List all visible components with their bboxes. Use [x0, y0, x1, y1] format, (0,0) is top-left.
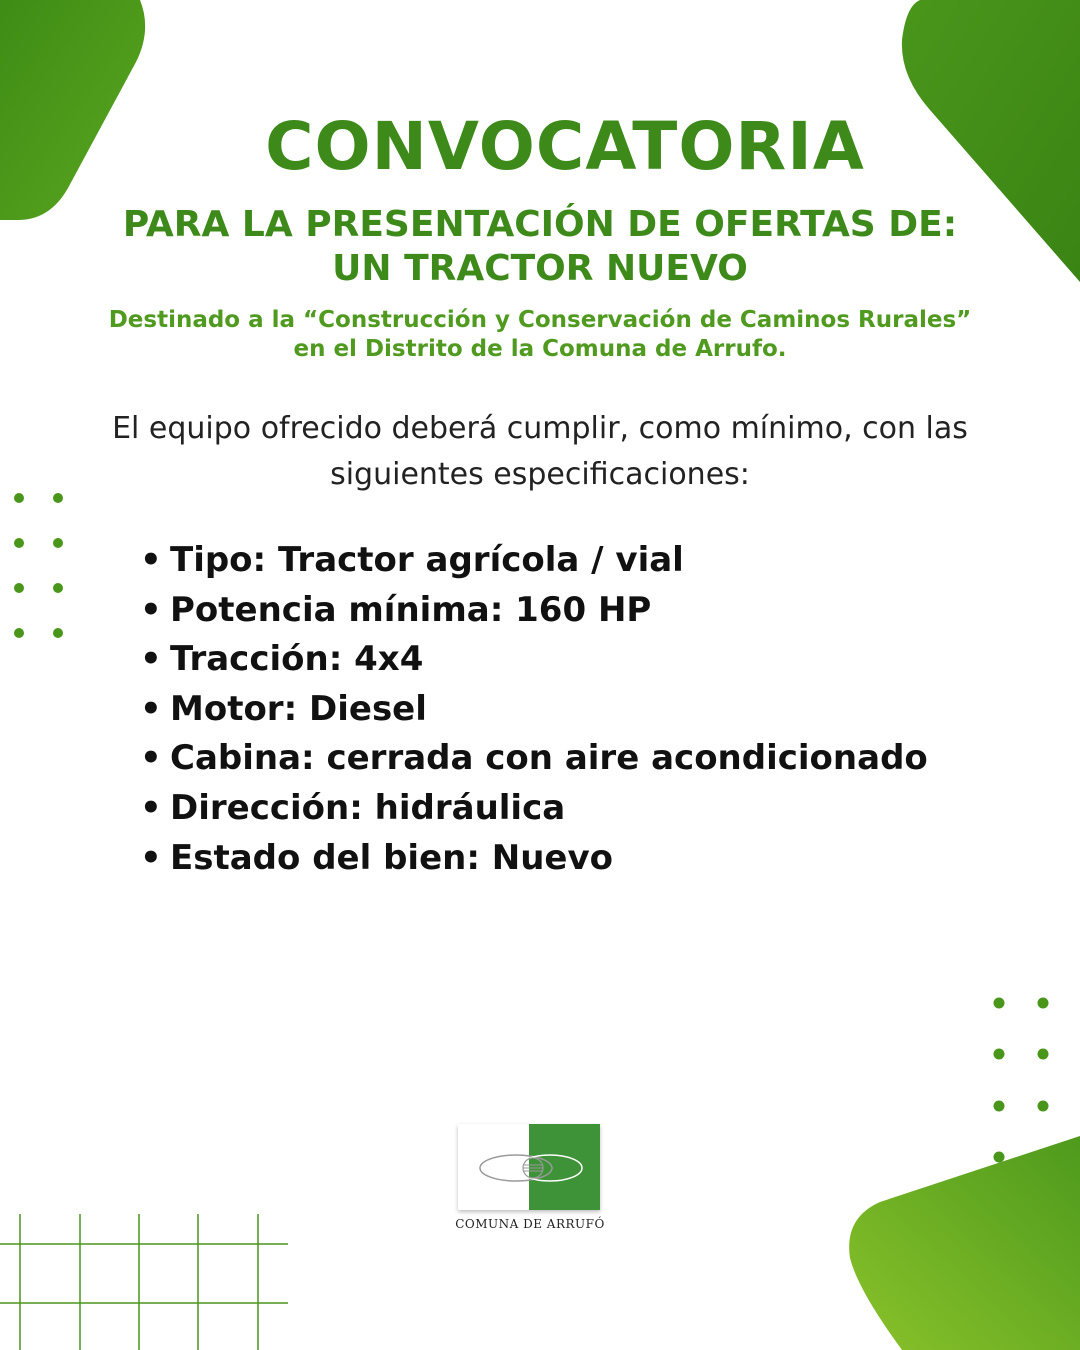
- right-dot-grid: [980, 990, 1060, 1170]
- logo-emblem-icon: [476, 1150, 586, 1186]
- spec-text: Dirección: hidráulica: [170, 787, 566, 828]
- comuna-logo: [440, 1124, 620, 1234]
- bullet-icon: •: [140, 540, 162, 580]
- subtitle: [40, 203, 1040, 291]
- spec-item-estado: [140, 834, 928, 884]
- spec-text: Estado del bien: Nuevo: [170, 837, 614, 878]
- bullet-icon: •: [140, 738, 162, 779]
- spec-item-motor: [140, 685, 928, 735]
- left-dot-grid: [0, 480, 80, 650]
- bullet-icon: •: [140, 639, 162, 680]
- intro-line-1: El equipo ofrecido deberá cumplir, como mínimo, con las: [112, 411, 968, 446]
- spec-list: [140, 536, 928, 883]
- spec-item-cabina: [140, 734, 928, 784]
- spec-text: Potencia mínima: 160 HP: [170, 589, 652, 630]
- destination-line-1: Destinado a la “Construcción y Conservación de Caminos Rurales”: [108, 307, 972, 333]
- bullet-icon: •: [140, 589, 162, 630]
- spec-item-potencia: [140, 586, 928, 636]
- bullet-icon: •: [140, 837, 162, 878]
- subtitle-line-1: PARA LA PRESENTACIÓN DE OFERTAS DE:: [122, 204, 958, 245]
- logo-flag: [458, 1124, 600, 1210]
- destination-text: [30, 306, 1050, 364]
- spec-text: Cabina: cerrada con aire acondicionado: [170, 738, 928, 779]
- spec-item-tipo: [140, 536, 928, 586]
- intro-text: [60, 406, 1020, 498]
- page-title: CONVOCATORIA: [265, 108, 865, 185]
- destination-line-2: en el Distrito de la Comuna de Arrufo.: [293, 336, 787, 362]
- spec-item-traccion: [140, 635, 928, 685]
- spec-text: Tipo: Tractor agrícola / vial: [170, 540, 684, 580]
- subtitle-line-2: UN TRACTOR NUEVO: [332, 248, 748, 289]
- spec-text: Motor: Diesel: [170, 688, 427, 729]
- intro-line-2: siguientes especificaciones:: [330, 457, 750, 492]
- spec-text: Tracción: 4x4: [170, 639, 424, 680]
- bullet-icon: •: [140, 787, 162, 828]
- spec-item-direccion: [140, 784, 928, 834]
- bullet-icon: •: [140, 688, 162, 729]
- bottom-left-line-grid: [0, 1214, 290, 1350]
- logo-caption: COMUNA DE ARRUFÓ: [455, 1217, 605, 1231]
